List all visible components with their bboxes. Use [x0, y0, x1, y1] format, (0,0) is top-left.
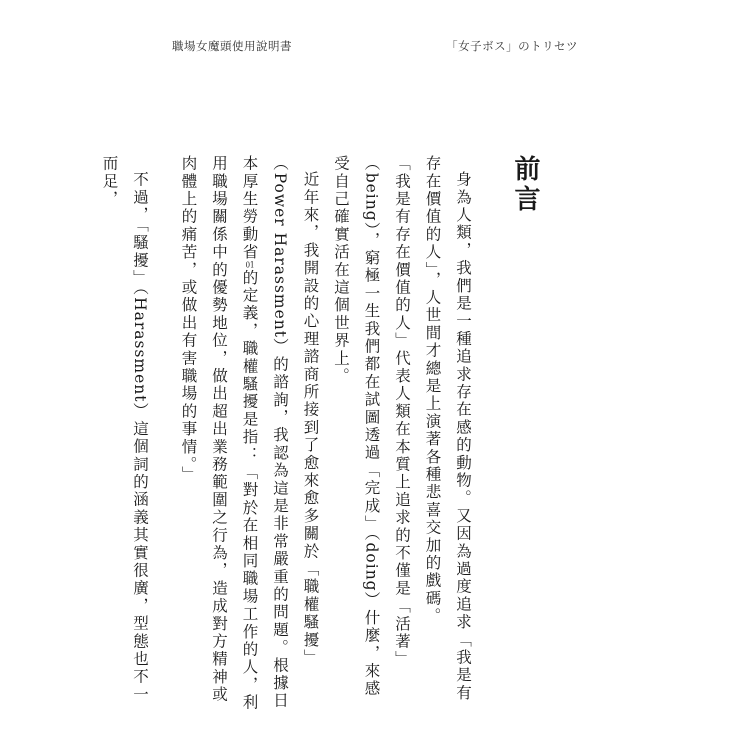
latin-term-doing: doing [362, 542, 381, 592]
paragraph-power-harassment [173, 155, 326, 715]
paragraph-text: 身為人類，我們是一種追求存在感的動物。又因為過度追求「我是有存在價值的人」，人世間才總是上演著各種悲喜交加的戲碼。 [423, 155, 472, 702]
paragraph-text: 「我是有存在價值的人」代表人類在本質上追求的不僅是「活著」（ [362, 155, 411, 669]
paragraph-text: 的定義，職權騷擾是指：「對於在相同職場工作的人，利用職場關係中的優勢地位，做出超出業務範圍之行為，造成對方精神或肉體上的痛苦，或做出有害職場的事情。」 [179, 155, 259, 712]
paragraph-existence [417, 155, 478, 715]
running-head-book-title: 職場女魔頭使用說明書 [172, 39, 292, 53]
page-body [76, 155, 540, 715]
paragraph-text: 不過，「騷擾」（ [131, 170, 149, 297]
running-head-original-title: 「女子ボス」のトリセツ [446, 39, 578, 53]
paragraph-text: ）什麼，來感受自己確實活在這個世界上。 [332, 155, 381, 698]
footnote-marker: 01 [245, 261, 255, 270]
chapter-title: 前言 [510, 155, 540, 215]
paragraph-harassment [94, 155, 155, 715]
paragraph-text: ），窮極一生我們都在試圖透過「完成」（ [362, 221, 381, 543]
latin-term-harassment: Harassment [131, 296, 149, 403]
latin-term-being: being [362, 172, 381, 222]
paragraph-text: 近年來，我開設的心理諮商所接到了愈來愈多關於「職權騷擾」（ [271, 155, 320, 667]
paragraph-text: ）這個詞的涵義其實很廣，型態也不一而足， [100, 155, 149, 703]
latin-term-power-harassment: Power Harassment [271, 172, 289, 339]
paragraph-being-doing [326, 155, 418, 715]
paragraph-text: ）的諮詢，我認為這是非常嚴重的問題。根據日本厚生勞動省 [240, 155, 289, 710]
